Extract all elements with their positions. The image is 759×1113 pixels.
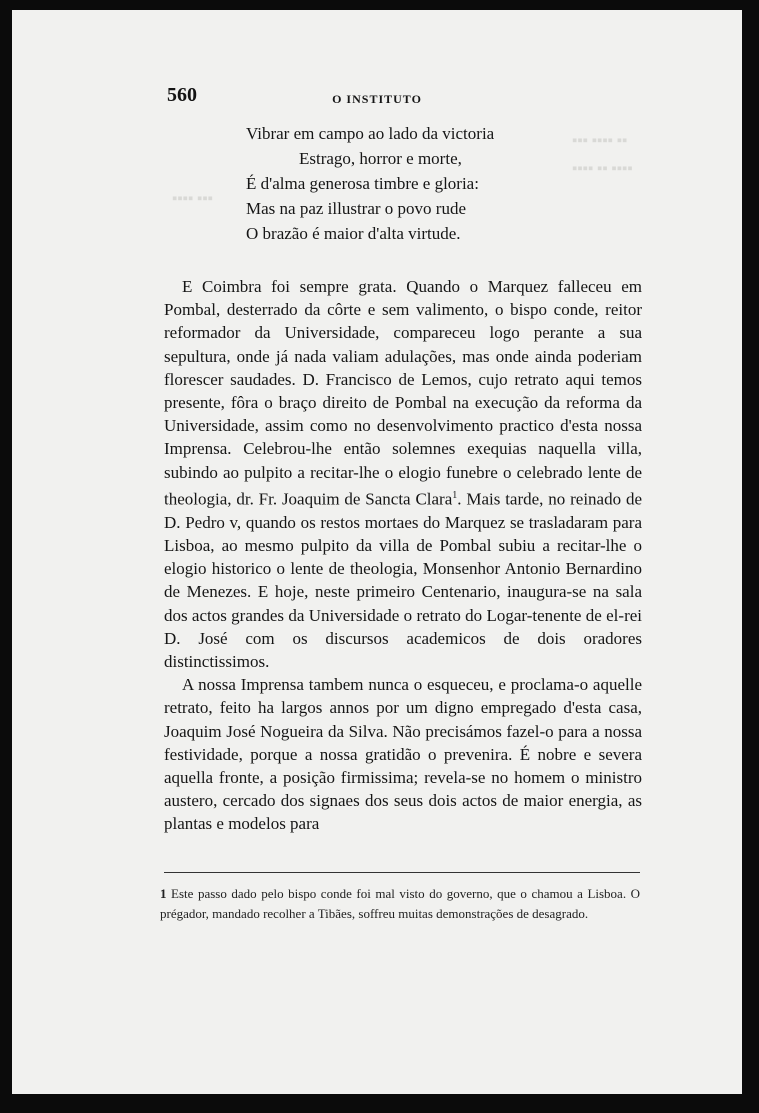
- verse-line: O brazão é maior d'alta virtude.: [246, 224, 461, 243]
- verse-line: Vibrar em campo ao lado da victoria: [246, 124, 495, 143]
- bleed-through-texture: ▪▪▪ ▪▪▪▪ ▪▪: [572, 133, 628, 149]
- paragraph-text: E Coimbra foi sempre grata. Quando o Marquez falleceu em Pombal, desterrado da côrte e sem valimento, o bispo conde, reitor reformador da Universidade, compareceu logo perante a sua sepultura, onde já nada valiam adulações, mas onde ainda poderiam florescer saudades. D. Francisco de Lemos, cujo retrato aqui temos presente, fôra o braço direito de Pombal na execução da reforma da Universidade, assim como no desenvolvimento practico d'esta nossa Imprensa. Celebrou-lhe então solemnes exequias naquella villa, subindo ao pulpito a recitar-lhe o elogio funebre o celebrado lente de theologia, dr. Fr. Joaquim de Sancta Clara: [164, 277, 642, 509]
- paragraph-text: . Mais tarde, no reinado de D. Pedro v, quando os restos mortaes do Marquez se trasladaram para Lisboa, ao mesmo pulpito da villa de Pombal subiu a recitar-lhe o elogio historico o lente de theologia, Monsenhor Antonio Bernardino de Menezes. E hoje, neste primeiro Centenario, inaugura-se na sala dos actos grandes da Universidade o retrato do Logar-tenente de el-rei D. José com os discursos academicos de dois oradores distinctissimos.: [164, 489, 642, 671]
- body-text: [164, 275, 642, 836]
- verse-line: Estrago, horror e morte,: [299, 149, 462, 168]
- footnote-divider: [164, 872, 640, 873]
- paragraph: [164, 673, 642, 835]
- book-page: [12, 10, 742, 1094]
- footnote-mark: 1: [160, 886, 167, 901]
- verse-line: Mas na paz illustrar o povo rude: [246, 199, 466, 218]
- verse-line: É d'alma generosa timbre e gloria:: [246, 174, 479, 193]
- footnote-reference: 1: [452, 489, 458, 501]
- paragraph: [164, 275, 642, 673]
- bleed-through-texture: ▪▪▪▪ ▪▪ ▪▪▪▪: [572, 161, 633, 177]
- running-title: O INSTITUTO: [332, 92, 422, 106]
- page-number: 560: [167, 84, 197, 106]
- bleed-through-texture: ▪▪▪▪ ▪▪▪: [172, 191, 213, 207]
- paragraph-text: A nossa Imprensa tambem nunca o esqueceu, e proclama-o aquelle retrato, feito ha largos annos por um digno empregado d'esta casa, Joaquim José Nogueira da Silva. Não precisámos fazel-o para a nossa festividade, porque a nossa gratidão o prevenira. É nobre e severa aquella fronte, a posição firmissima; revela-se no homem o ministro austero, cercado dos signaes dos seus dois actos de maior energia, as plantas e modelos para: [164, 675, 642, 834]
- footnote-text: Este passo dado pelo bispo conde foi mal visto do governo, que o chamou a Lisboa. O prégador, mandado recolher a Tibães, soffreu muitas demonstrações de desagrado.: [160, 886, 641, 921]
- footnote: [160, 884, 640, 924]
